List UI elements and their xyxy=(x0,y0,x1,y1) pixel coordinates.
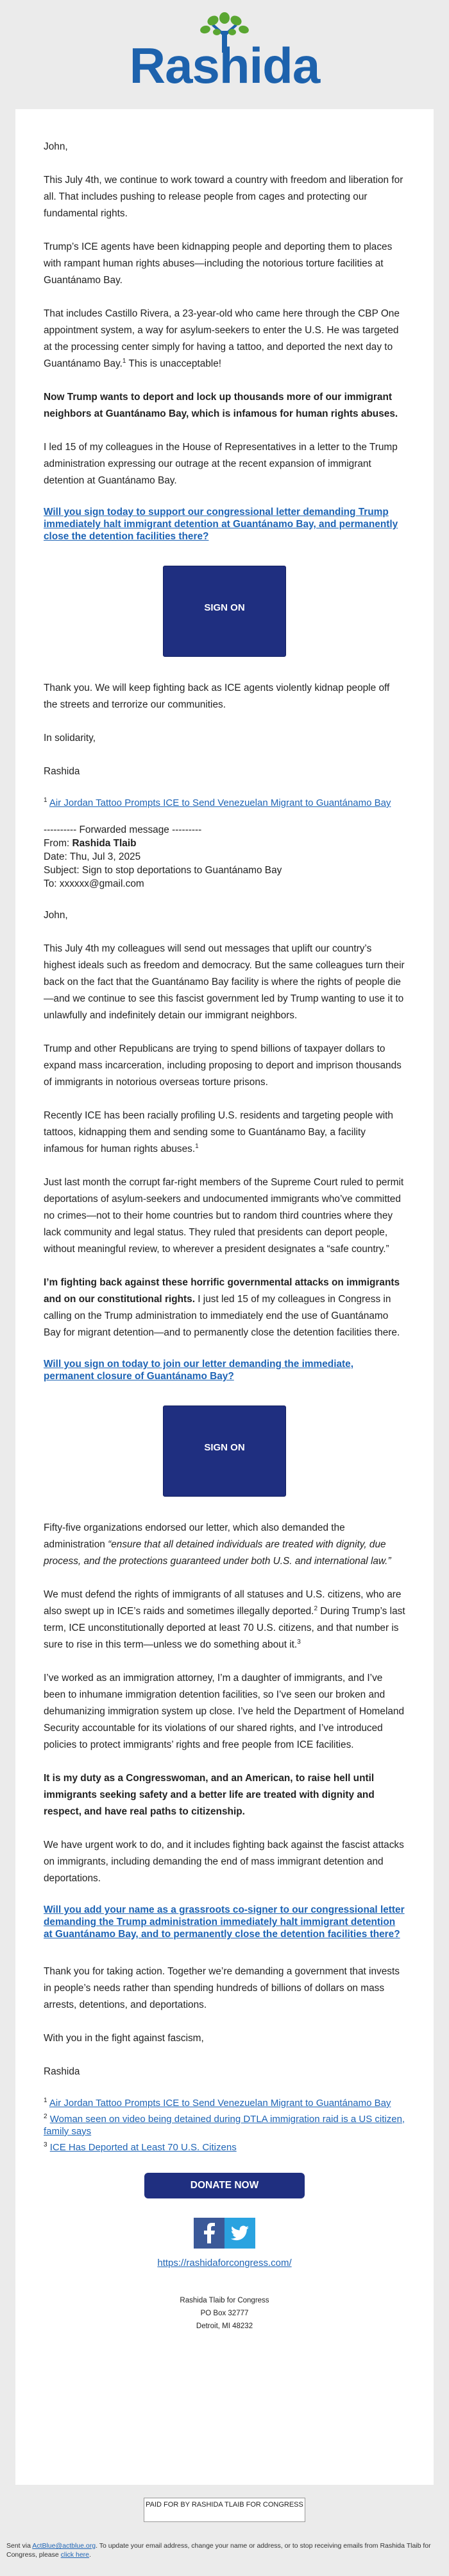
footnote-item: $^3$ ICE Has Deported at Least 70 U.S. Citizens xyxy=(44,2141,237,2153)
greeting: John, xyxy=(44,141,68,152)
org-address: Rashida Tlaib for Congress PO Box 32777 Detroit, MI 48232 xyxy=(180,2297,269,2330)
greeting-2: John, xyxy=(44,910,68,921)
intro-paragraph-1: This July 4th, we continue to work toward a country with freedom and liberation for all. That includes pushing to release people from cages and protecting our fundamental rights. xyxy=(44,175,403,219)
orgs-paragraph: Fifty-five organizations endorsed our letter, which also demanded the administration “ensure that all detained individuals are treated with dignity, due process, and the protections guaranteed under both U.S. and international law.” xyxy=(44,1522,391,1567)
footnote-ref-1b: 1 xyxy=(195,1142,199,1150)
sign-on-button-1[interactable]: SIGN ON xyxy=(163,566,286,657)
sign-ask-link-1[interactable]: Will you sign today to support our congressional letter demanding Trump immediately halt immigrant detention at Guantánamo Bay, and permanently close the detention facilities there? xyxy=(44,507,398,542)
bold-statement-1: Now Trump wants to deport and lock up thousands more of our immigrant neighbors at Guantánamo Bay, which is infamous for human rights abuses. xyxy=(44,392,398,419)
facebook-icon[interactable] xyxy=(194,2218,224,2249)
closing-2: With you in the fight against fascism, xyxy=(44,2033,204,2044)
sender-name: Rashida Tlaib xyxy=(72,838,137,849)
brand-logo-text: Rashida xyxy=(129,37,320,94)
signature-2: Rashida xyxy=(44,2066,80,2077)
footnotes-list xyxy=(44,2097,405,2154)
twitter-icon[interactable] xyxy=(224,2218,255,2249)
worked-paragraph: I’ve worked as an immigration attorney, I’m a daughter of immigrants, and I’ve been to inhumane immigration detention facilities, so I’ve seen our broken and dehumanizing immigration system up close. I’ve held the Department of Homeland Security accountable for its violations of our shared rights, and I’ve introduced policies to protect immigrants’ rights and free people from ICE facilities. xyxy=(44,1673,405,1750)
footnote-ref-1: 1 xyxy=(122,357,126,365)
footnote-item: $^1$ Air Jordan Tattoo Prompts ICE to Send Venezuelan Migrant to Guantánamo Bay xyxy=(44,2097,391,2109)
urgent-paragraph: We have urgent work to do, and it includes fighting back against the fascist attacks on immigrants, including demanding the end of mass immigrant detention and deportations. xyxy=(44,1840,404,1884)
fighting-paragraph: I’m fighting back against these horrific governmental attacks on immigrants and on our constitutional rights. I just led 15 of my colleagues in Congress in calling on the Trump administration to immediately end the use of Guantánamo Bay for migrant detention—and to permanently close the detention facilities there. xyxy=(44,1277,400,1338)
thanks-paragraph-2: Thank you for taking action. Together we’re demanding a government that invests in people’s needs rather than spending hundreds of billions of dollars on mass arrests, detentions, and deportations. xyxy=(44,1966,400,2010)
footnote-item: $^2$ Woman seen on video being detained during DTLA immigration raid is a US citizen, family says xyxy=(44,2113,405,2137)
bold-statement-3: It is my duty as a Congresswoman, and an American, to raise hell until immigrants seeking safety and a better life are treated with dignity and respect, and have real paths to citizenship. xyxy=(44,1773,375,1817)
closing: In solidarity, xyxy=(44,733,96,744)
sender-email-link[interactable]: ActBlue@actblue.org xyxy=(32,2542,96,2550)
scotus-paragraph: Just last month the corrupt far-right members of the Supreme Court ruled to permit deportations of asylum-seekers and undocumented immigrants who’ve committed no crimes—not to their home countries but to random third countries where they lack community and legal status. They ruled that presidents can deport people, without meaningful review, to wherever a president designates a “safe country.” xyxy=(44,1177,404,1255)
email-body xyxy=(15,109,434,2485)
thanks-paragraph: Thank you. We will keep fighting back as ICE agents violently kidnap people off the streets and terrorize our communities. xyxy=(44,683,390,710)
footnote-link-1b[interactable]: Air Jordan Tattoo Prompts ICE to Send Venezuelan Migrant to Guantánamo Bay xyxy=(49,2098,391,2109)
body-paragraph-2: Trump and other Republicans are trying to spend billions of taxpayer dollars to expand mass incarceration, including proposing to deport and imprison thousands of immigrants in notorious overseas torture prisons. xyxy=(44,1043,402,1088)
body-paragraph-1: This July 4th my colleagues will send out messages that uplift our country’s highest ideals such as freedom and democracy. But the same colleagues turn their back on the fact that the Guantánamo Bay facility is where the rights of people die—and we continue to see this fascist government led by Trump wanting to use it to unlawfully and indefinitely detain our immigrant neighbors. xyxy=(44,943,405,1021)
donate-now-button[interactable]: DONATE NOW xyxy=(144,2173,305,2198)
forwarded-header: ---------- Forwarded message --------- From: Rashida Tlaib Date: Thu, Jul 3, 2025 Subject: Sign to stop deportations to Guantánamo Bay To: xxxxxx@gmail.com xyxy=(44,824,282,889)
website-link[interactable]: https://rashidaforcongress.com/ xyxy=(157,2258,292,2268)
footnote-link-2[interactable]: Woman seen on video being detained during DTLA immigration raid is a US citizen, family says xyxy=(44,2114,405,2137)
footnote-ref-2: 2 xyxy=(314,1605,318,1612)
footnote-ref-3: 3 xyxy=(297,1638,301,1646)
sign-ask-link-2[interactable]: Will you sign on today to join our letter demanding the immediate, permanent closure of Guantánamo Bay? xyxy=(44,1359,353,1382)
sign-ask-link-3[interactable]: Will you add your name as a grassroots co-signer to our congressional letter demanding the Trump administration immediately halt immigrant detention at Guantánamo Bay, and to permanently close the detention facilities there? xyxy=(44,1904,405,1940)
footnote-link-1[interactable]: Air Jordan Tattoo Prompts ICE to Send Venezuelan Migrant to Guantánamo Bay xyxy=(49,797,391,808)
defend-paragraph: We must defend the rights of immigrants of all statuses and U.S. citizens, who are also swept up in ICE’s raids and sometimes illegally deported.$^2$ During Trump’s last term, ICE unconstitutionally deported at least 70 U.S. citizens, and that number is sure to rise in this term—unless we do something about it.$^3$ xyxy=(44,1589,405,1650)
sign-on-button-2[interactable]: SIGN ON xyxy=(163,1405,286,1497)
profiling-paragraph: Recently ICE has been racially profiling U.S. residents and targeting people with tattoos, kidnapping them and sending some to Guantánamo Bay, a facility infamous for human rights abuses.$^1$ xyxy=(44,1110,393,1154)
email-header xyxy=(0,0,449,103)
paid-for-disclaimer: PAID FOR BY RASHIDA TLAIB FOR CONGRESS xyxy=(144,2498,305,2522)
footnote-link-3[interactable]: ICE Has Deported at Least 70 U.S. Citizens xyxy=(49,2142,237,2153)
social-links xyxy=(44,2218,405,2252)
footnote-1: $^1$ Air Jordan Tattoo Prompts ICE to Send Venezuelan Migrant to Guantánamo Bay xyxy=(44,797,391,808)
unsubscribe-link[interactable]: click here xyxy=(60,2551,89,2559)
letter-paragraph: I led 15 of my colleagues in the House of Representatives in a letter to the Trump administration expressing our outrage at the recent expansion of immigrant detention at Guantánamo Bay. xyxy=(44,442,398,486)
castillo-paragraph: That includes Castillo Rivera, a 23-year-old who came here through the CBP One appointment system, a way for asylum-seekers to enter the U.S. He was targeted at the processing center simply for having a tattoo, and deported the next day to Guantánamo Bay.$^1$ This is unacceptable! xyxy=(44,308,400,369)
intro-paragraph-2: Trump’s ICE agents have been kidnapping people and deporting them to places with rampant human rights abuses—including the notorious torture facilities at Guantánamo Bay. xyxy=(44,241,393,286)
unsubscribe-footer: Sent via ActBlue@actblue.org. To update your email address, change your name or address, or to stop receiving emails from Rashida Tlaib for Congress, please click here. xyxy=(6,2542,431,2559)
signature: Rashida xyxy=(44,766,80,777)
